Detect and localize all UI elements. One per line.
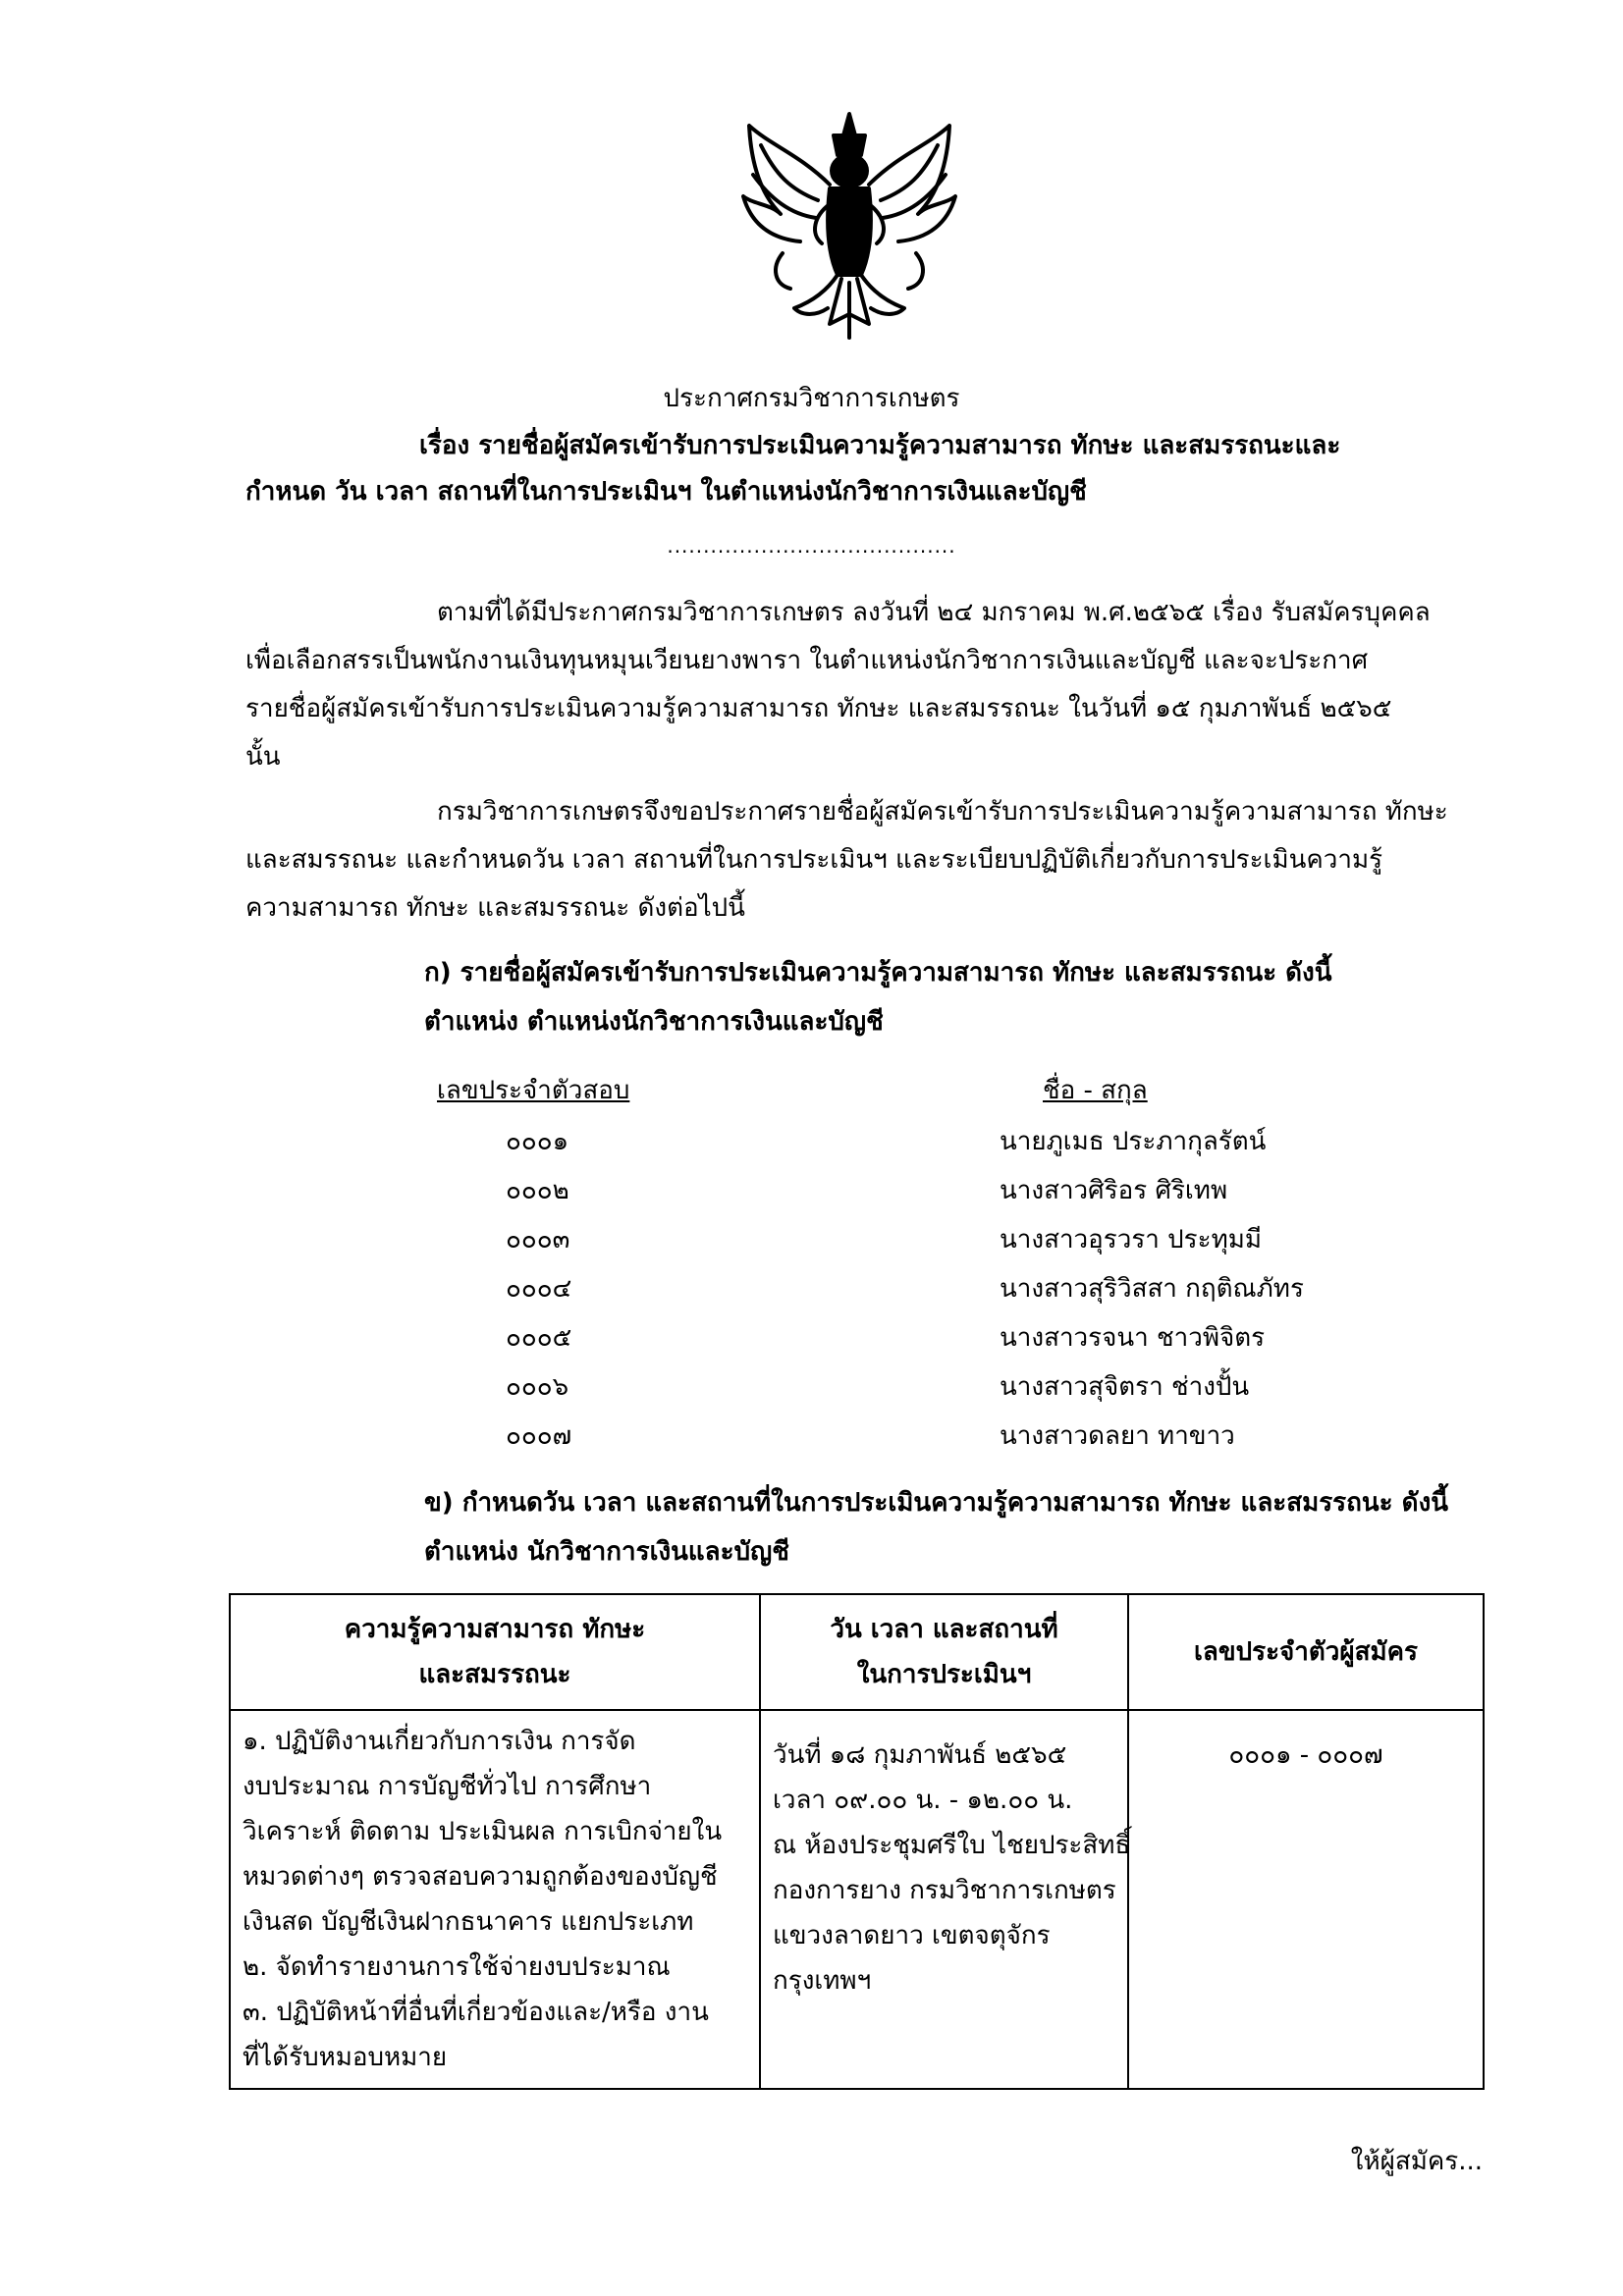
candidate-id: ๐๐๐๔ (506, 1274, 572, 1304)
candidate-range: ๐๐๐๑ - ๐๐๐๗ (1228, 1740, 1383, 1770)
competency-column-header (230, 1594, 760, 1710)
schedule-line: เวลา ๐๙.๐๐ น. - ๑๒.๐๐ น. (773, 1786, 1073, 1815)
subject-line-2: กำหนด วัน เวลา สถานที่ในการประเมินฯ ในตำแหน่งนักวิชาการเงินและบัญชี (245, 477, 1087, 507)
candidate-name-column-header: ชื่อ - สกุล (1043, 1076, 1148, 1105)
candidate-name: นางสาวรจนา ชาวพิจิตร (1000, 1323, 1266, 1353)
competency-line: เงินสด บัญชีเงินฝากธนาคาร แยกประเภท (243, 1907, 694, 1937)
continuation-note: ให้ผู้สมัคร... (1350, 2147, 1483, 2176)
candidate-id: ๐๐๐๒ (506, 1176, 569, 1205)
candidate-id: ๐๐๐๗ (506, 1421, 572, 1451)
schedule-column-header (760, 1594, 1128, 1710)
competency-line: งบประมาณ การบัญชีทั่วไป การศึกษา (243, 1772, 652, 1801)
garuda-emblem-icon (731, 106, 967, 342)
competency-line: ๓. ปฏิบัติหน้าที่อื่นที่เกี่ยวข้องและ/หรือ งาน (243, 1998, 709, 2027)
competency-line: ๑. ปฏิบัติงานเกี่ยวกับการเงิน การจัด (243, 1727, 636, 1756)
candidate-name: นางสาวสุจิตรา ช่างปั้น (1000, 1372, 1250, 1402)
announcement-title: ประกาศกรมวิชาการเกษตร (663, 384, 960, 413)
paragraph-line: ความสามารถ ทักษะ และสมรรถนะ ดังต่อไปนี้ (245, 893, 745, 923)
candidate-id: ๐๐๐๕ (506, 1323, 572, 1353)
schedule-line: กองการยาง กรมวิชาการเกษตร (773, 1876, 1116, 1905)
applicant-id-column-header (1128, 1594, 1484, 1710)
schedule-line: ณ ห้องประชุมศรีใบ ไชยประสิทธิ์ (773, 1831, 1131, 1860)
paragraph-line: เพื่อเลือกสรรเป็นพนักงานเงินทุนหมุนเวียนยางพารา ในตำแหน่งนักวิชาการเงินและบัญชี และจะประกาศ (245, 646, 1369, 675)
paragraph-line: รายชื่อผู้สมัครเข้ารับการประเมินความรู้ความสามารถ ทักษะ และสมรรถนะ ในวันที่ ๑๕ กุมภาพันธ์ ๒๕๖๕ (245, 694, 1392, 723)
paragraph-line: กรมวิชาการเกษตรจึงขอประกาศรายชื่อผู้สมัครเข้ารับการประเมินความรู้ความสามารถ ทักษะ (437, 797, 1448, 827)
candidate-id-column-header: เลขประจำตัวสอบ (437, 1076, 630, 1105)
paragraph-line: และสมรรถนะ และกำหนดวัน เวลา สถานที่ในการประเมินฯ และระเบียบปฏิบัติเกี่ยวกับการประเมินความรู้ (245, 845, 1383, 875)
section-b-position: ตำแหน่ง นักวิชาการเงินและบัญชี (424, 1537, 789, 1567)
paragraph-line: ตามที่ได้มีประกาศกรมวิชาการเกษตร ลงวันที่ ๒๔ มกราคม พ.ศ.๒๕๖๕ เรื่อง รับสมัครบุคคล (437, 598, 1431, 627)
header-line: ความรู้ความสามารถ ทักษะ (344, 1615, 646, 1644)
section-a-heading: ก) รายชื่อผู้สมัครเข้ารับการประเมินความรู้ความสามารถ ทักษะ และสมรรถนะ ดังนี้ (424, 958, 1332, 988)
candidate-id: ๐๐๐๑ (506, 1127, 569, 1156)
candidate-name: นางสาวศิริอร ศิริเทพ (1000, 1176, 1228, 1205)
schedule-cell (760, 1710, 1131, 2089)
schedule-table (229, 1593, 1485, 2090)
header-line: วัน เวลา และสถานที่ (830, 1615, 1058, 1644)
header-line: ในการประเมินฯ (856, 1660, 1032, 1689)
candidate-id: ๐๐๐๓ (506, 1225, 570, 1255)
schedule-line: กรุงเทพฯ (773, 1966, 872, 1996)
paragraph-line: นั้น (245, 742, 281, 772)
paragraph-intro (245, 589, 1492, 781)
candidate-name: นายภูเมธ ประภากุลรัตน์ (1000, 1127, 1267, 1156)
competency-line: ที่ได้รับหมอบหมาย (243, 2043, 448, 2072)
header-line: เลขประจำตัวผู้สมัคร (1194, 1637, 1418, 1667)
table-header-row (230, 1594, 1484, 1710)
paragraph-announcement (245, 788, 1492, 933)
candidate-name: นางสาวสุริวิสสา กฤติณภัทร (1000, 1274, 1304, 1304)
competency-line: วิเคราะห์ ติดตาม ประเมินผล การเบิกจ่ายใน (243, 1817, 723, 1846)
subject-line-1: เรื่อง รายชื่อผู้สมัครเข้ารับการประเมินความรู้ความสามารถ ทักษะ และสมรรถนะและ (419, 431, 1341, 460)
candidate-name: นางสาวดลยา ทาขาว (1000, 1421, 1235, 1451)
competency-line: หมวดต่างๆ ตรวจสอบความถูกต้องของบัญชี (243, 1862, 718, 1892)
header-line: และสมรรถนะ (418, 1660, 571, 1689)
candidate-name: นางสาวอุรวรา ประทุมมี (1000, 1225, 1262, 1255)
schedule-line: วันที่ ๑๘ กุมภาพันธ์ ๒๕๖๕ (773, 1740, 1067, 1770)
section-b-heading: ข) กำหนดวัน เวลา และสถานที่ในการประเมินความรู้ความสามารถ ทักษะ และสมรรถนะ ดังนี้ (424, 1488, 1449, 1518)
title-separator: ........................................ (667, 534, 956, 558)
candidate-range-cell (1128, 1710, 1484, 2089)
competency-cell (230, 1710, 760, 2089)
competency-line: ๒. จัดทำรายงานการใช้จ่ายงบประมาณ (243, 1952, 671, 1982)
section-a-position: ตำแหน่ง ตำแหน่งนักวิชาการเงินและบัญชี (424, 1007, 884, 1037)
candidate-id: ๐๐๐๖ (506, 1372, 569, 1402)
schedule-line: แขวงลาดยาว เขตจตุจักร (773, 1921, 1051, 1950)
table-row (230, 1710, 1484, 2089)
